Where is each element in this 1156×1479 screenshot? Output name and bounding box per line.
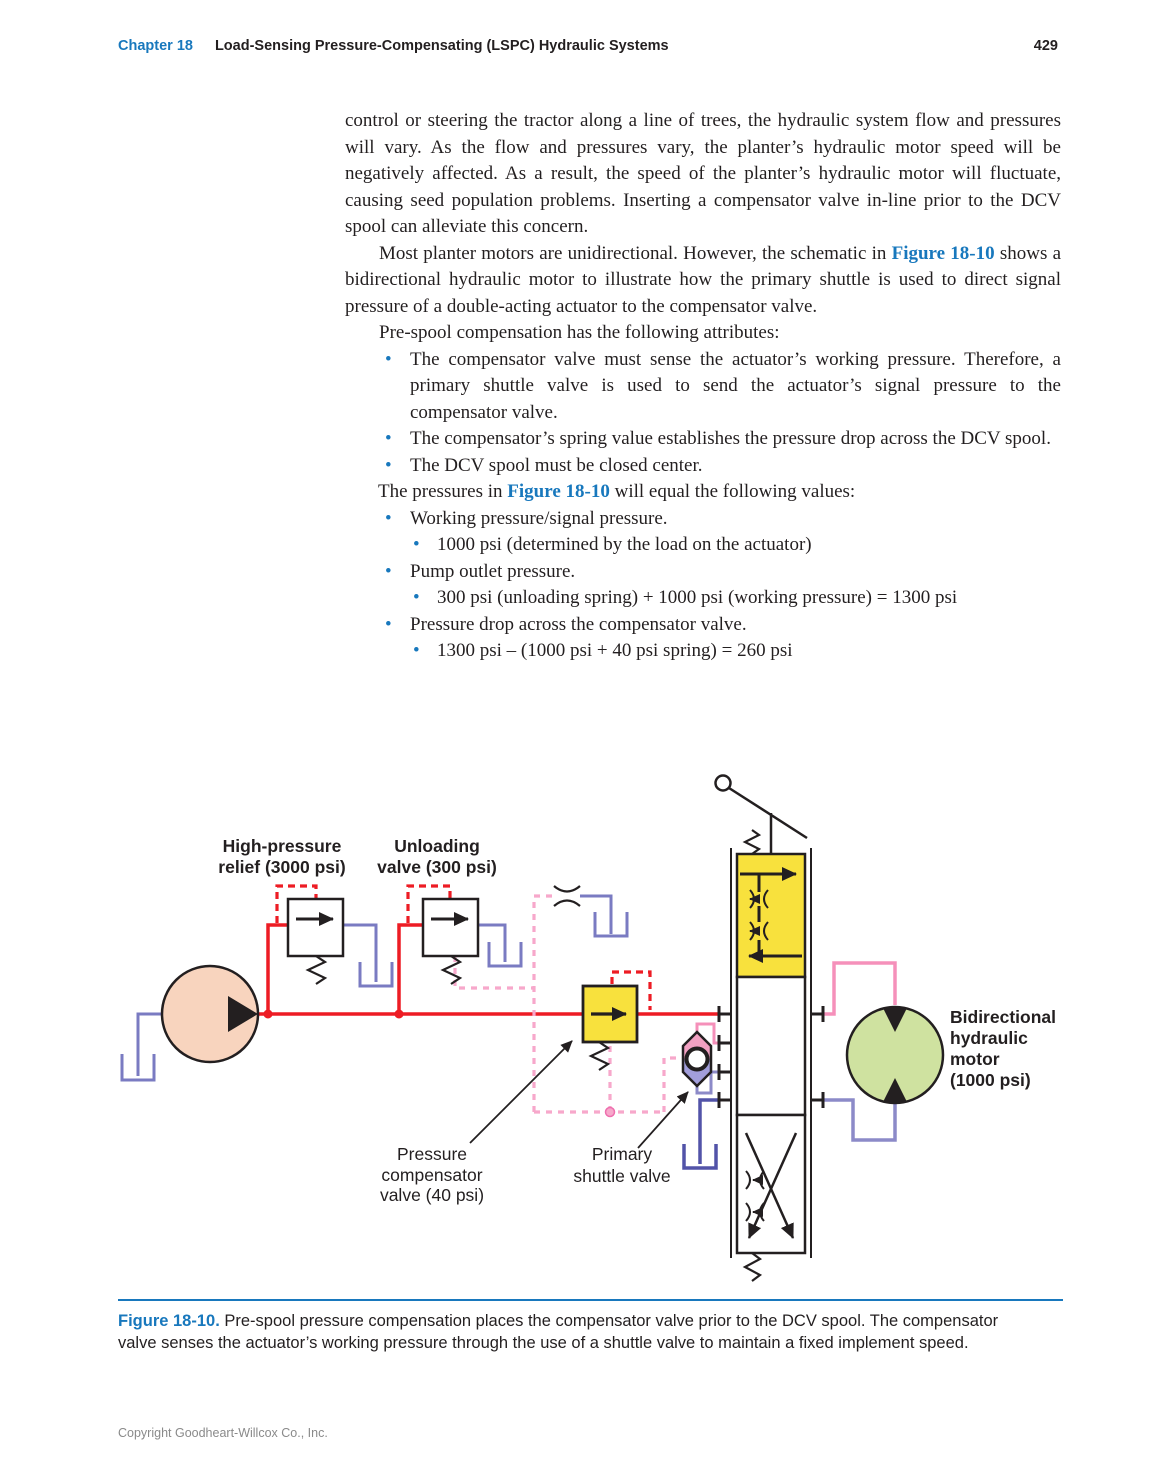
- shuttle-valve-label: Primary: [591, 1144, 653, 1164]
- motor-label: (1000 psi): [950, 1070, 1031, 1090]
- bullet-icon: •: [385, 428, 392, 449]
- copyright-notice: Copyright Goodheart-Willcox Co., Inc.: [118, 1426, 328, 1440]
- paragraph: [345, 320, 1061, 347]
- paragraph: [378, 479, 1061, 506]
- junction-dot: [395, 1010, 404, 1019]
- spring-icon: [591, 1042, 608, 1070]
- leader-line: [638, 1092, 688, 1148]
- shuttle-ball-icon: [687, 1049, 708, 1070]
- text-segment: Figure 18-10: [891, 242, 995, 264]
- bullet-item: [345, 506, 1061, 533]
- bullet-text: [410, 455, 703, 476]
- load-sense-line: [455, 896, 683, 1112]
- bullet-text: [410, 561, 575, 582]
- figure-caption-label: Figure 18-10.: [118, 1312, 220, 1330]
- figure-caption-text: Pre-spool pressure compensation places the compensator valve prior to the DCV spool. The compensator valve senses the actuator’s working pressure through the use of a shuttle valve to maintain a fixed implement speed.: [118, 1312, 999, 1352]
- orifice-icon: [554, 886, 580, 906]
- bullet-icon: •: [385, 507, 392, 529]
- hydraulic-schematic: [0, 770, 1156, 1300]
- text-segment: Pre-spool compensation has the following attributes:: [379, 322, 780, 343]
- text-segment: The pressures in: [378, 481, 508, 502]
- text-segment: 1000 psi (determined by the load on the actuator): [437, 534, 812, 555]
- unloading-valve-label: valve (300 psi): [377, 857, 497, 877]
- leader-line: [470, 1041, 572, 1143]
- bullet-item: [345, 612, 1061, 639]
- bullet-item: [345, 347, 1061, 427]
- chapter-title: Load-Sensing Pressure-Compensating (LSPC) Hydraulic Systems: [214, 38, 669, 54]
- spring-icon: [745, 1253, 760, 1281]
- bullet-text: [437, 534, 812, 555]
- spring-icon: [443, 956, 460, 984]
- caption-divider: [118, 1299, 1063, 1301]
- relief-valve-symbol: [288, 899, 343, 984]
- shuttle-valve-label: shuttle valve: [573, 1166, 671, 1186]
- bullet-item: [345, 532, 1061, 559]
- bullet-icon: •: [385, 454, 392, 476]
- chapter-label: Chapter 18: [118, 38, 193, 54]
- bullet-text: [410, 349, 1061, 423]
- bullet-text: [437, 587, 957, 608]
- bullet-icon: •: [413, 587, 420, 608]
- bullet-text: [437, 640, 793, 661]
- text-segment: 300 psi (unloading spring) + 1000 psi (working pressure) = 1300 psi: [437, 587, 958, 608]
- lever-icon: [716, 776, 808, 855]
- bullet-icon: •: [385, 613, 392, 635]
- spring-icon: [308, 956, 325, 984]
- bullet-text: [410, 508, 668, 529]
- text-segment: control or steering the tractor along a line of trees, the hydraulic system flow and pressures will vary. As the flow and pressures vary, the planter’s hydraulic motor speed will be negatively affected. As a result, the speed of the planter’s hydraulic motor will fluctuate, causing seed population problems. Inserting a compensator valve in-line prior to the DCV spool can alleviate this concern.: [345, 110, 1061, 237]
- text-segment: Figure 18-10: [507, 481, 610, 502]
- bullet-text: [410, 428, 1051, 449]
- motor-label: motor: [950, 1049, 1000, 1069]
- figure-caption: [118, 1310, 1038, 1354]
- text-segment: Most planter motors are unidirectional. However, the schematic in: [379, 242, 892, 264]
- relief-valve-label: relief (3000 psi): [218, 857, 346, 877]
- bullet-item: [345, 585, 1061, 612]
- bullet-item: [345, 559, 1061, 586]
- dcv-symbol: [716, 776, 824, 1282]
- bullet-list: [345, 347, 1061, 480]
- text-segment: The compensator’s spring value establishes the pressure drop across the DCV spool.: [410, 428, 1051, 449]
- compensator-label: compensator: [381, 1165, 483, 1185]
- text-segment: 1300 psi – (1000 psi + 40 psi spring) = 260 psi: [437, 640, 793, 661]
- text-segment: Working pressure/signal pressure.: [410, 507, 668, 529]
- bullet-icon: •: [413, 640, 420, 661]
- body-text: [345, 108, 1061, 665]
- paragraph: [345, 241, 1061, 321]
- compensator-valve-symbol: [583, 986, 637, 1070]
- figure-diagram: [0, 770, 1156, 1300]
- paragraph: [345, 108, 1061, 241]
- bullet-item: [345, 426, 1061, 453]
- text-segment: shows a bidirectional hydraulic motor to illustrate how the primary shuttle is used to direct signal pressure of a double-acting actuator to the compensator valve.: [345, 242, 1061, 317]
- bullet-icon: •: [413, 534, 420, 555]
- junction-dot: [606, 1108, 615, 1117]
- text-segment: will equal the following values:: [609, 481, 856, 502]
- motor-label: hydraulic: [950, 1028, 1028, 1048]
- bullet-item: [345, 638, 1061, 665]
- motor-label: Bidirectional: [950, 1007, 1056, 1027]
- relief-valve-label: High-pressure: [222, 836, 342, 856]
- shuttle-valve-symbol: [683, 1032, 711, 1086]
- spring-icon: [745, 830, 759, 854]
- text-segment: The compensator valve must sense the actuator’s working pressure. Therefore, a primary shuttle valve is used to send the actuator’s signal pressure to the compensator valve.: [410, 348, 1061, 423]
- drain-line: [684, 1100, 719, 1168]
- page-number: 429: [1033, 38, 1058, 54]
- unloading-valve-symbol: [423, 899, 478, 984]
- bullet-list: [345, 506, 1061, 665]
- compensator-label: valve (40 psi): [379, 1185, 485, 1205]
- text-segment: Pump outlet pressure.: [410, 560, 576, 582]
- page-header: [118, 38, 1058, 54]
- bullet-item: [345, 453, 1061, 480]
- text-segment: The DCV spool must be closed center.: [410, 454, 703, 476]
- bullet-icon: •: [385, 560, 392, 582]
- unloading-valve-label: Unloading: [394, 836, 480, 856]
- motor-symbol: [847, 1007, 943, 1103]
- bullet-icon: •: [385, 348, 392, 370]
- compensator-label: Pressure: [396, 1144, 468, 1164]
- text-segment: Pressure drop across the compensator valve.: [410, 613, 747, 635]
- pump-symbol: [162, 966, 258, 1062]
- junction-dot: [264, 1010, 273, 1019]
- bullet-text: [410, 614, 747, 635]
